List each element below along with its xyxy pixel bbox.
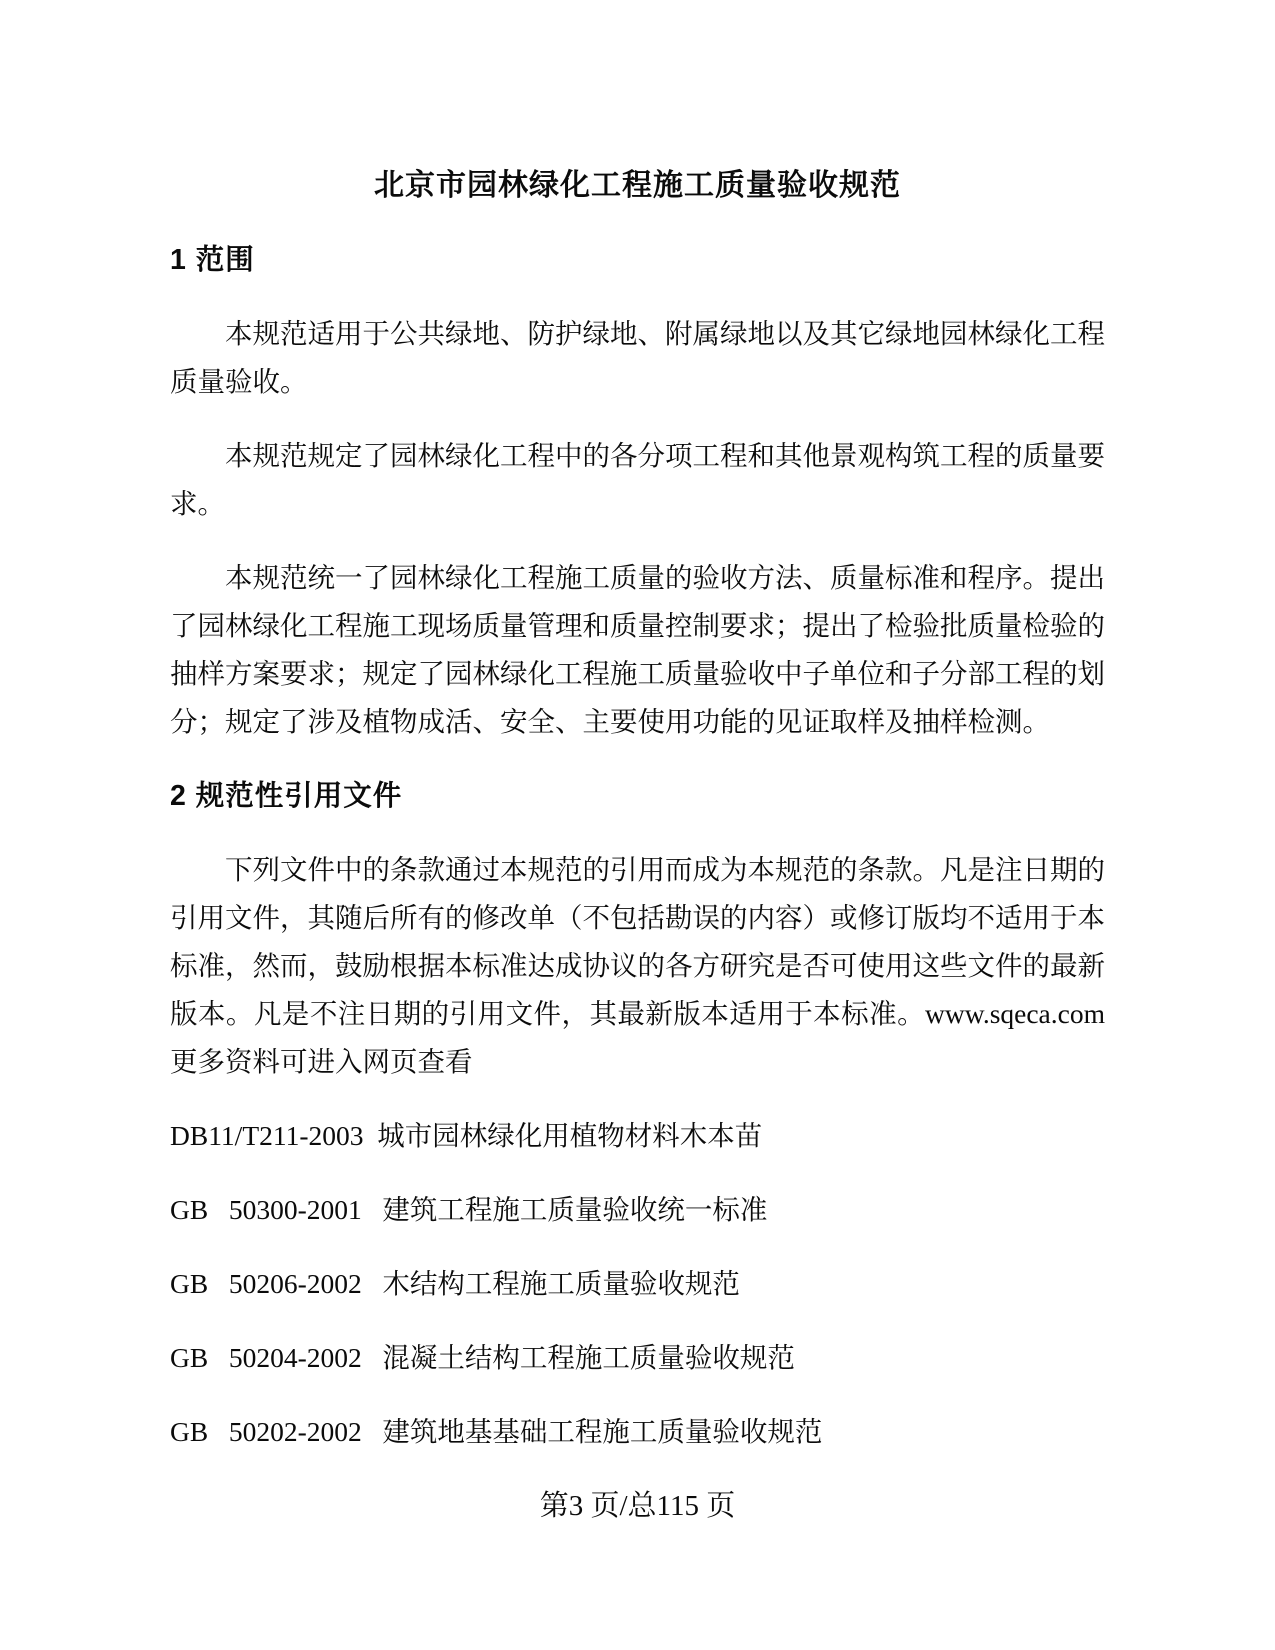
- paragraph-scope-unification: 本规范统一了园林绿化工程施工质量的验收方法、质量标准和程序。提出了园林绿化工程施工现场质量管理和质量控制要求；提出了检验批质量检验的抽样方案要求；规定了园林绿化工程施工质量验收中子单位和子分部工程的划分；规定了涉及植物成活、安全、主要使用功能的见证取样及抽样检测。: [170, 562, 1105, 737]
- section-heading-scope: 1 范围: [170, 244, 255, 276]
- paragraph-scope-provisions: 本规范规定了园林绿化工程中的各分项工程和其他景观构筑工程的质量要求。: [170, 440, 1105, 519]
- reference-item-gb-50204-2002: GB 50204-2002 混凝土结构工程施工质量验收规范: [170, 1342, 795, 1373]
- document-title: 北京市园林绿化工程施工质量验收规范: [374, 169, 901, 202]
- reference-item-db11-t211-2003: DB11/T211-2003 城市园林绿化用植物材料木本苗: [170, 1120, 763, 1151]
- page-number-indicator: 第3 页/总115 页: [539, 1490, 736, 1522]
- section-heading-normative-references: 2 规范性引用文件: [170, 780, 403, 812]
- reference-item-gb-50202-2002: GB 50202-2002 建筑地基基础工程施工质量验收规范: [170, 1416, 823, 1447]
- reference-item-gb-50206-2002: GB 50206-2002 木结构工程施工质量验收规范: [170, 1268, 740, 1299]
- paragraph-normative-references-intro: 下列文件中的条款通过本规范的引用而成为本规范的条款。凡是注日期的引用文件，其随后所有的修改单（不包括勘误的内容）或修订版均不适用于本标准，然而，鼓励根据本标准达成协议的各方研究是否可使用这些文件的最新版本。凡是不注日期的引用文件，其最新版本适用于本标准。www.sqeca.com 更多资料可进入网页查看: [170, 854, 1105, 1077]
- paragraph-scope-applicability: 本规范适用于公共绿地、防护绿地、附属绿地以及其它绿地园林绿化工程质量验收。: [170, 318, 1105, 397]
- reference-item-gb-50300-2001: GB 50300-2001 建筑工程施工质量验收统一标准: [170, 1194, 768, 1225]
